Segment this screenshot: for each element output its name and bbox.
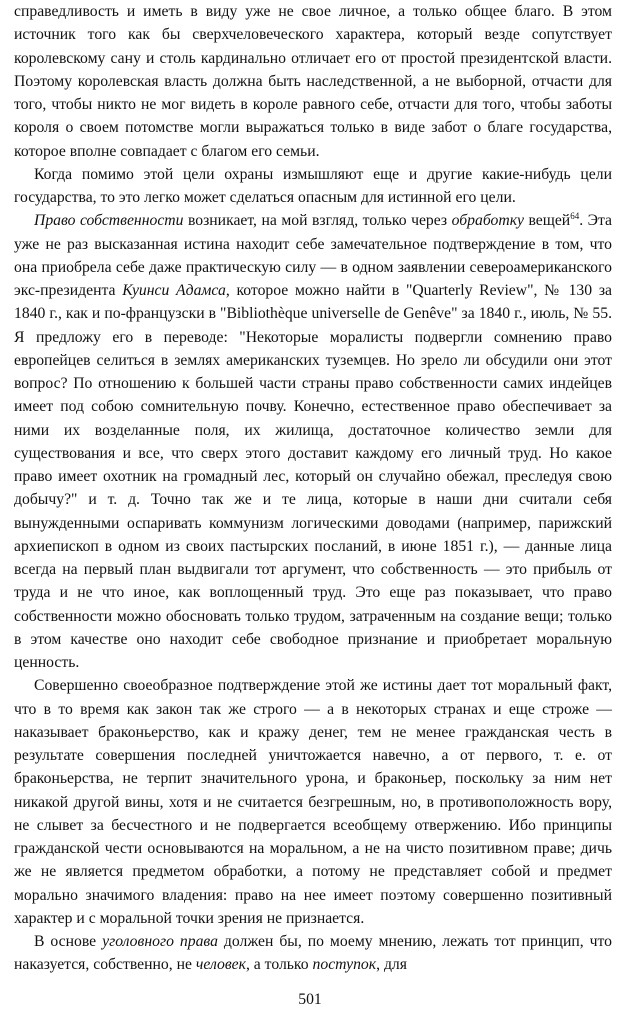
text-run: В основе <box>34 933 103 950</box>
text-run: Совершенно своеобразное подтверждение этой же истины дает тот моральный факт, что в то время как закон так же строго — а в некоторых странах и еще строже — наказывает браконьерство, как и кражу денег, тем не менее гражданская честь в результате совершения последней уничтожается навечно, а от первого, т. е. от браконьерства, не терпит значительного урона, и браконьер, поскольку за ним нет никакой другой вины, хотя и не считается безгрешным, но, в противоположность вору, не слывет за бесчестного и не подвергается всеобщему отвержению. Ибо принципы гражданской чести основываются на моральном, а не на чисто позитивном праве; дичь же не является предметом обработки, а потому не представляет собой и предмет морально значимого владения: право на нее имеет поэтому совершенно позитивный характер и с моральной точки зрения не признается. <box>14 677 612 927</box>
text-run: , а только <box>245 956 313 974</box>
italic-term: Куинси Адамса <box>122 282 226 299</box>
paragraph <box>14 0 612 163</box>
text-run: , для <box>376 956 407 974</box>
paragraph <box>14 930 612 977</box>
footnote-reference: 64 <box>570 211 580 222</box>
text-run: вещей <box>524 212 571 230</box>
paragraph <box>14 163 612 210</box>
text-run: должен бы, по моему мнению, лежать тот принцип, что наказуется, собственно, не <box>14 933 613 974</box>
body-text <box>14 0 612 977</box>
italic-term: поступок <box>312 956 377 974</box>
text-run: , которое можно найти в "Quarterly Review", № 130 за 1840 г., как и по-французски в "Bibliothèque universelle de Genêve" за 1840 г., июль, № 55. Я предложу его в переводе: "Некоторые моралисты подвергли сомнению право европейцев селиться в землях американских туземцев. Но зрело ли обсудили они этот вопрос? По отношению к большей части страны право собственности самих индейцев имеет под собою сомнительную почву. Конечно, естественное право обеспечивает за ними их возделанные поля, их жилища, достаточное количество земли для существования и все, что сверх этого доставит каждому его личный труд. Но какое право имеет охотник на громадный лес, который он случайно обежал, преследуя свою добычу?" и т. д. Точно так же и те лица, которые в наши дни считали себя вынужденными оспаривать коммунизм логическими доводами (например, парижский архиепископ в одном из своих пастырских посланий, в июне 1851 г.), — данные лица всегда на первый план выдвигали тот аргумент, что собственность — это прибыль от труда и не что иное, как воплощенный труд. Это еще раз показывает, что право собственности можно обосновать только трудом, затраченным на создание вещи; только в этом качестве оно находит себе свободное признание и приобретает моральную ценность. <box>14 282 612 671</box>
italic-term: уголовного права <box>102 933 218 950</box>
text-run: справедливость и иметь в виду уже не свое личное, а только общее благо. В этом источник того как бы сверхчеловеческого характера, который везде сопутствует королевскому сану и столь кардинально отличает его от простой президентской власти. Поэтому королевская власть должна быть наследственной, а не выборной, отчасти для того, чтобы никто не мог видеть в короле равного себе, отчасти для того, чтобы заботы короля о своем потомстве могли выражаться только в виде забот о благе государства, которое вполне совпадает с благом его семьи. <box>14 3 612 160</box>
paragraph <box>14 209 612 674</box>
italic-term: человек <box>195 956 246 974</box>
text-run: возникает, на мой взгляд, только через <box>183 212 452 230</box>
italic-term: обработку <box>451 212 524 230</box>
paragraph <box>14 674 612 930</box>
italic-term: Право собственности <box>34 212 184 230</box>
text-run: Когда помимо этой цели охраны измышляют еще и другие какие-нибудь цели государства, то это легко может сделаться опасным для истинной его цели. <box>14 165 612 206</box>
text-run: . Эта уже не раз высказанная истина находит себе замечательное подтверждение в том, что она приобрела себе даже практическую силу — в одном заявлении североамериканского экс-президента <box>14 212 612 299</box>
page-number: 501 <box>298 991 322 1008</box>
